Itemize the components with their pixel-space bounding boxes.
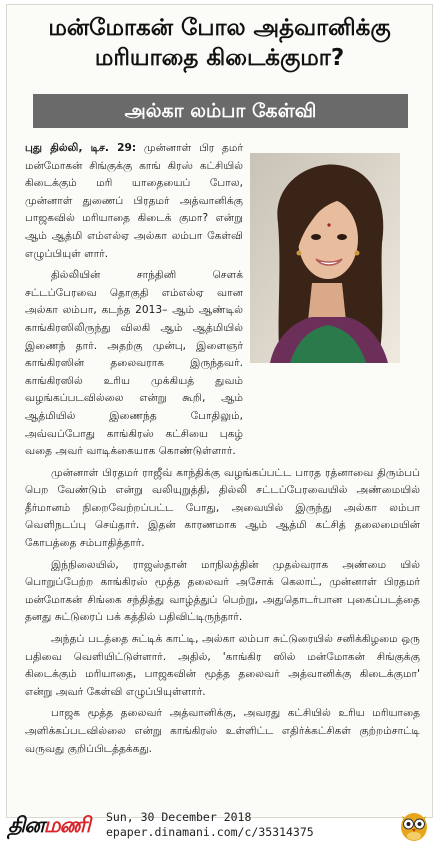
paragraph-5: அந்தப் படத்தை சுட்டிக் காட்டி, அல்கா லம்பா சுட்டுரையில் சனிக்கிழமை ஒரு பதிவை வெளியிட்டுள்ளார். அதில், 'காங்கிர ஸில் மன்மோகன் சிங்குக்கு கிடைக்கும் மரியாதை, பாஜகவின் மூத்த தலைவர் அத்வானிக்கு கிடைக்குமா' என்று அவர் கேள்வி எழுப்பியுள்ளார்.	[25, 633, 420, 698]
logo-main: தின	[8, 813, 44, 837]
epaper-url[interactable]: epaper.dinamani.com/c/35314375	[106, 825, 314, 839]
paragraph-3: முன்னாள் பிரதமர் ராஜீவ் காந்திக்கு வழங்கப்பட்ட பாரத ரத்னாவை திரும்பப் பெற வேண்டும் என்று வலியுறுத்தி, தில்லி சட்டப்பேரவையில் அண்மையில் தீர்மானம் நிறைவேற்றப்பட்ட போது, அவையில் இருந்து அல்கா லம்பா வெளிநடப்பு செய்தார். இதன் காரணமாக ஆம் ஆத்மி கட்சித் தலைமையின் கோபத்தை சம்பாதித்தார்.	[25, 466, 420, 550]
news-clipping	[6, 4, 433, 818]
paragraph-4: இந்நிலையில், ராஜஸ்தான் மாநிலத்தின் முதல்வராக அண்மை யில் பொறுப்பேற்ற காங்கிரஸ் மூத்த தலைவர் அசோக் கெலாட், முன்னாள் பிரதமர் மன்மோகன் சிங்கை சந்தித்து வாழ்த்துப் பெற்று, அதுதொடர்பான புகைப்படத்தை தனது சுட்டுரைப் பக் கத்தில் பதிவிட்டிருந்தார்.	[25, 558, 420, 624]
headline	[7, 13, 432, 73]
paragraph-1	[25, 140, 243, 263]
publication-date: Sun, 30 December 2018	[106, 810, 252, 824]
byline-bar	[33, 94, 408, 128]
paragraph-1-text: முன்னாள் பிர தமர் மன்மோகன் சிங்குக்கு காங் கிரஸ் கட்சியில் கிடைக்கும் மரி யாதையைப் போல, முன்னாள் துணைப் பிரதமர் அத்வானிக்கு பாஜகவில் மரியாதை கிடைக் குமா? என்று ஆம் ஆத்மி எம்எல்ஏ அல்கா லம்பா கேள்வி எழுப்பியுள் ளார்.	[25, 142, 243, 260]
dateline: புது தில்லி, டிச. 29:	[25, 142, 137, 154]
headline-line-1: மன்மோகன் போல அத்வானிக்கு	[48, 15, 391, 41]
article-body	[25, 140, 420, 762]
byline-text: அல்கா லம்பா கேள்வி	[124, 100, 317, 122]
paragraph-2: தில்லியின் சாந்தினி சௌக் சட்டப்பேரவை தொகுதி எம்எல்ஏ வான அல்கா லம்பா, கடந்த 2013– ஆம் ஆண்டில் காங்கிரஸிலிருந்து விலகி ஆம் ஆத்மியில் இணைந் தார். அதற்கு முன்பு, இளைஞர் காங்கிரஸின் தலைவராக இருந்தவர். காங்கிரஸில் உரிய முக்கியத் துவம் வழங்கப்படவில்லை என்று கூறி, ஆம் ஆத்மியில் இணைந்த போதிலும், அவ்வப்போது காங்கிரஸ் கட்சியை புகழ் வதை அவர் வாடிக்கையாக கொண்டுள்ளார்.	[25, 269, 243, 458]
headline-line-2: மரியாதை கிடைக்குமா?	[94, 45, 345, 71]
paragraph-6: பாஜக மூத்த தலைவர் அத்வானிக்கு, அவரது கட்சியில் உரிய மரியாதை அளிக்கப்படவில்லை என்று காங்கிரஸ் உள்ளிட்ட எதிர்க்கட்சிகள் குற்றம்சாட்டி வருவது குறிப்பிடத்தக்கது.	[25, 707, 420, 755]
dinamani-logo[interactable]	[8, 813, 90, 840]
footer	[0, 806, 437, 845]
owl-icon	[398, 808, 430, 842]
logo-accent: மணி	[43, 813, 90, 837]
